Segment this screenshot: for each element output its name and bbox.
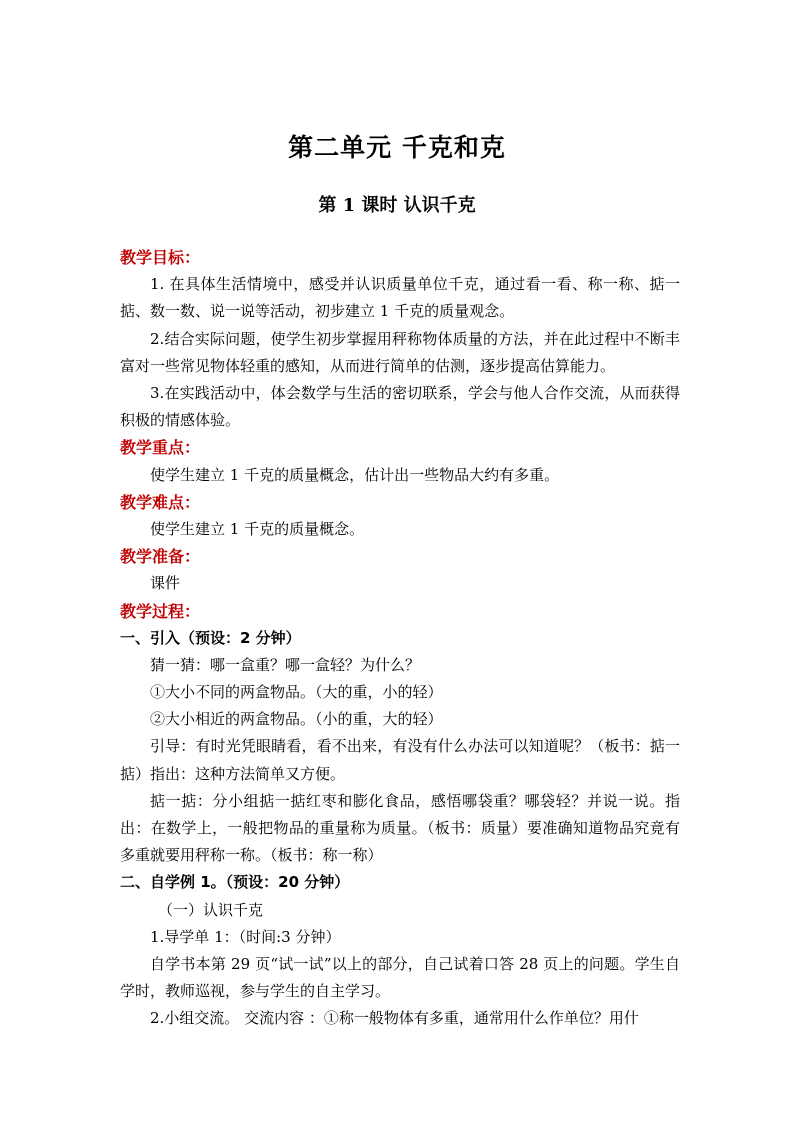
study-sheet-1: 1.导学单 1：（时间:3 分钟） — [150, 927, 341, 946]
heading-objectives: 教学目标： — [120, 248, 201, 267]
study-self-learn: 自学书本第 29 页“试一试”以上的部分，自己试着口答 28 页上的问题。学生自学时，教师巡视，参与学生的自主学习。 — [120, 955, 680, 1001]
section-intro: 一、引入（预设：2 分钟） — [120, 628, 301, 647]
intro-weigh: 掂一掂：分小组掂一掂红枣和膨化食品，感悟哪袋重？哪袋轻？并说一说。指出：在数学上，一般把物品的重量称为质量。（板书：质量）要准确知道物品究竟有多重就要用秤称一称。（板书：称一称） — [120, 791, 680, 865]
objective-1: 1. 在具体生活情境中，感受并认识质量单位千克，通过看一看、称一称、掂一掂、数一数、说一说等活动，初步建立 1 千克的质量观念。 — [120, 275, 680, 321]
intro-guide: 引导：有时光凭眼睛看，看不出来，有没有什么办法可以知道呢？（板书：掂一掂）指出：这种方法简单又方便。 — [120, 737, 680, 783]
key-points-text: 使学生建立 1 千克的质量概念，估计出一些物品大约有多重。 — [150, 465, 560, 484]
difficulties-text: 使学生建立 1 千克的质量概念。 — [150, 519, 365, 538]
document-body — [120, 244, 680, 1033]
objective-2: 2.结合实际问题，使学生初步掌握用秤称物体质量的方法，并在此过程中不断丰富对一些常见物体轻重的感知，从而进行简单的估测，逐步提高估算能力。 — [120, 329, 680, 375]
intro-item-1: ①大小不同的两盒物品。（大的重，小的轻） — [150, 683, 443, 702]
heading-process: 教学过程： — [120, 601, 201, 621]
subsection-kilogram: （一）认识千克 — [158, 900, 264, 919]
heading-preparation: 教学准备： — [120, 547, 201, 567]
document-title: 第二单元 千克和克 — [288, 133, 506, 162]
preparation-text: 课件 — [150, 574, 181, 593]
heading-key-points: 教学重点： — [120, 438, 201, 458]
intro-guess: 猜一猜：哪一盒重？哪一盒轻？为什么？ — [150, 655, 421, 674]
study-group-exchange: 2.小组交流。 交流内容 ：①称一般物体有多重，通常用什么作单位？用什 — [150, 1009, 639, 1028]
objective-3: 3.在实践活动中，体会数学与生活的密切联系，学会与他人合作交流，从而获得积极的情感体验。 — [120, 384, 680, 430]
heading-difficulties: 教学难点： — [120, 492, 201, 512]
lesson-subtitle: 第 1 课时 认识千克 — [318, 195, 476, 216]
section-self-study: 二、自学例 1。（预设：20 分钟） — [120, 873, 350, 892]
intro-item-2: ②大小相近的两盒物品。（小的重，大的轻） — [150, 710, 443, 729]
